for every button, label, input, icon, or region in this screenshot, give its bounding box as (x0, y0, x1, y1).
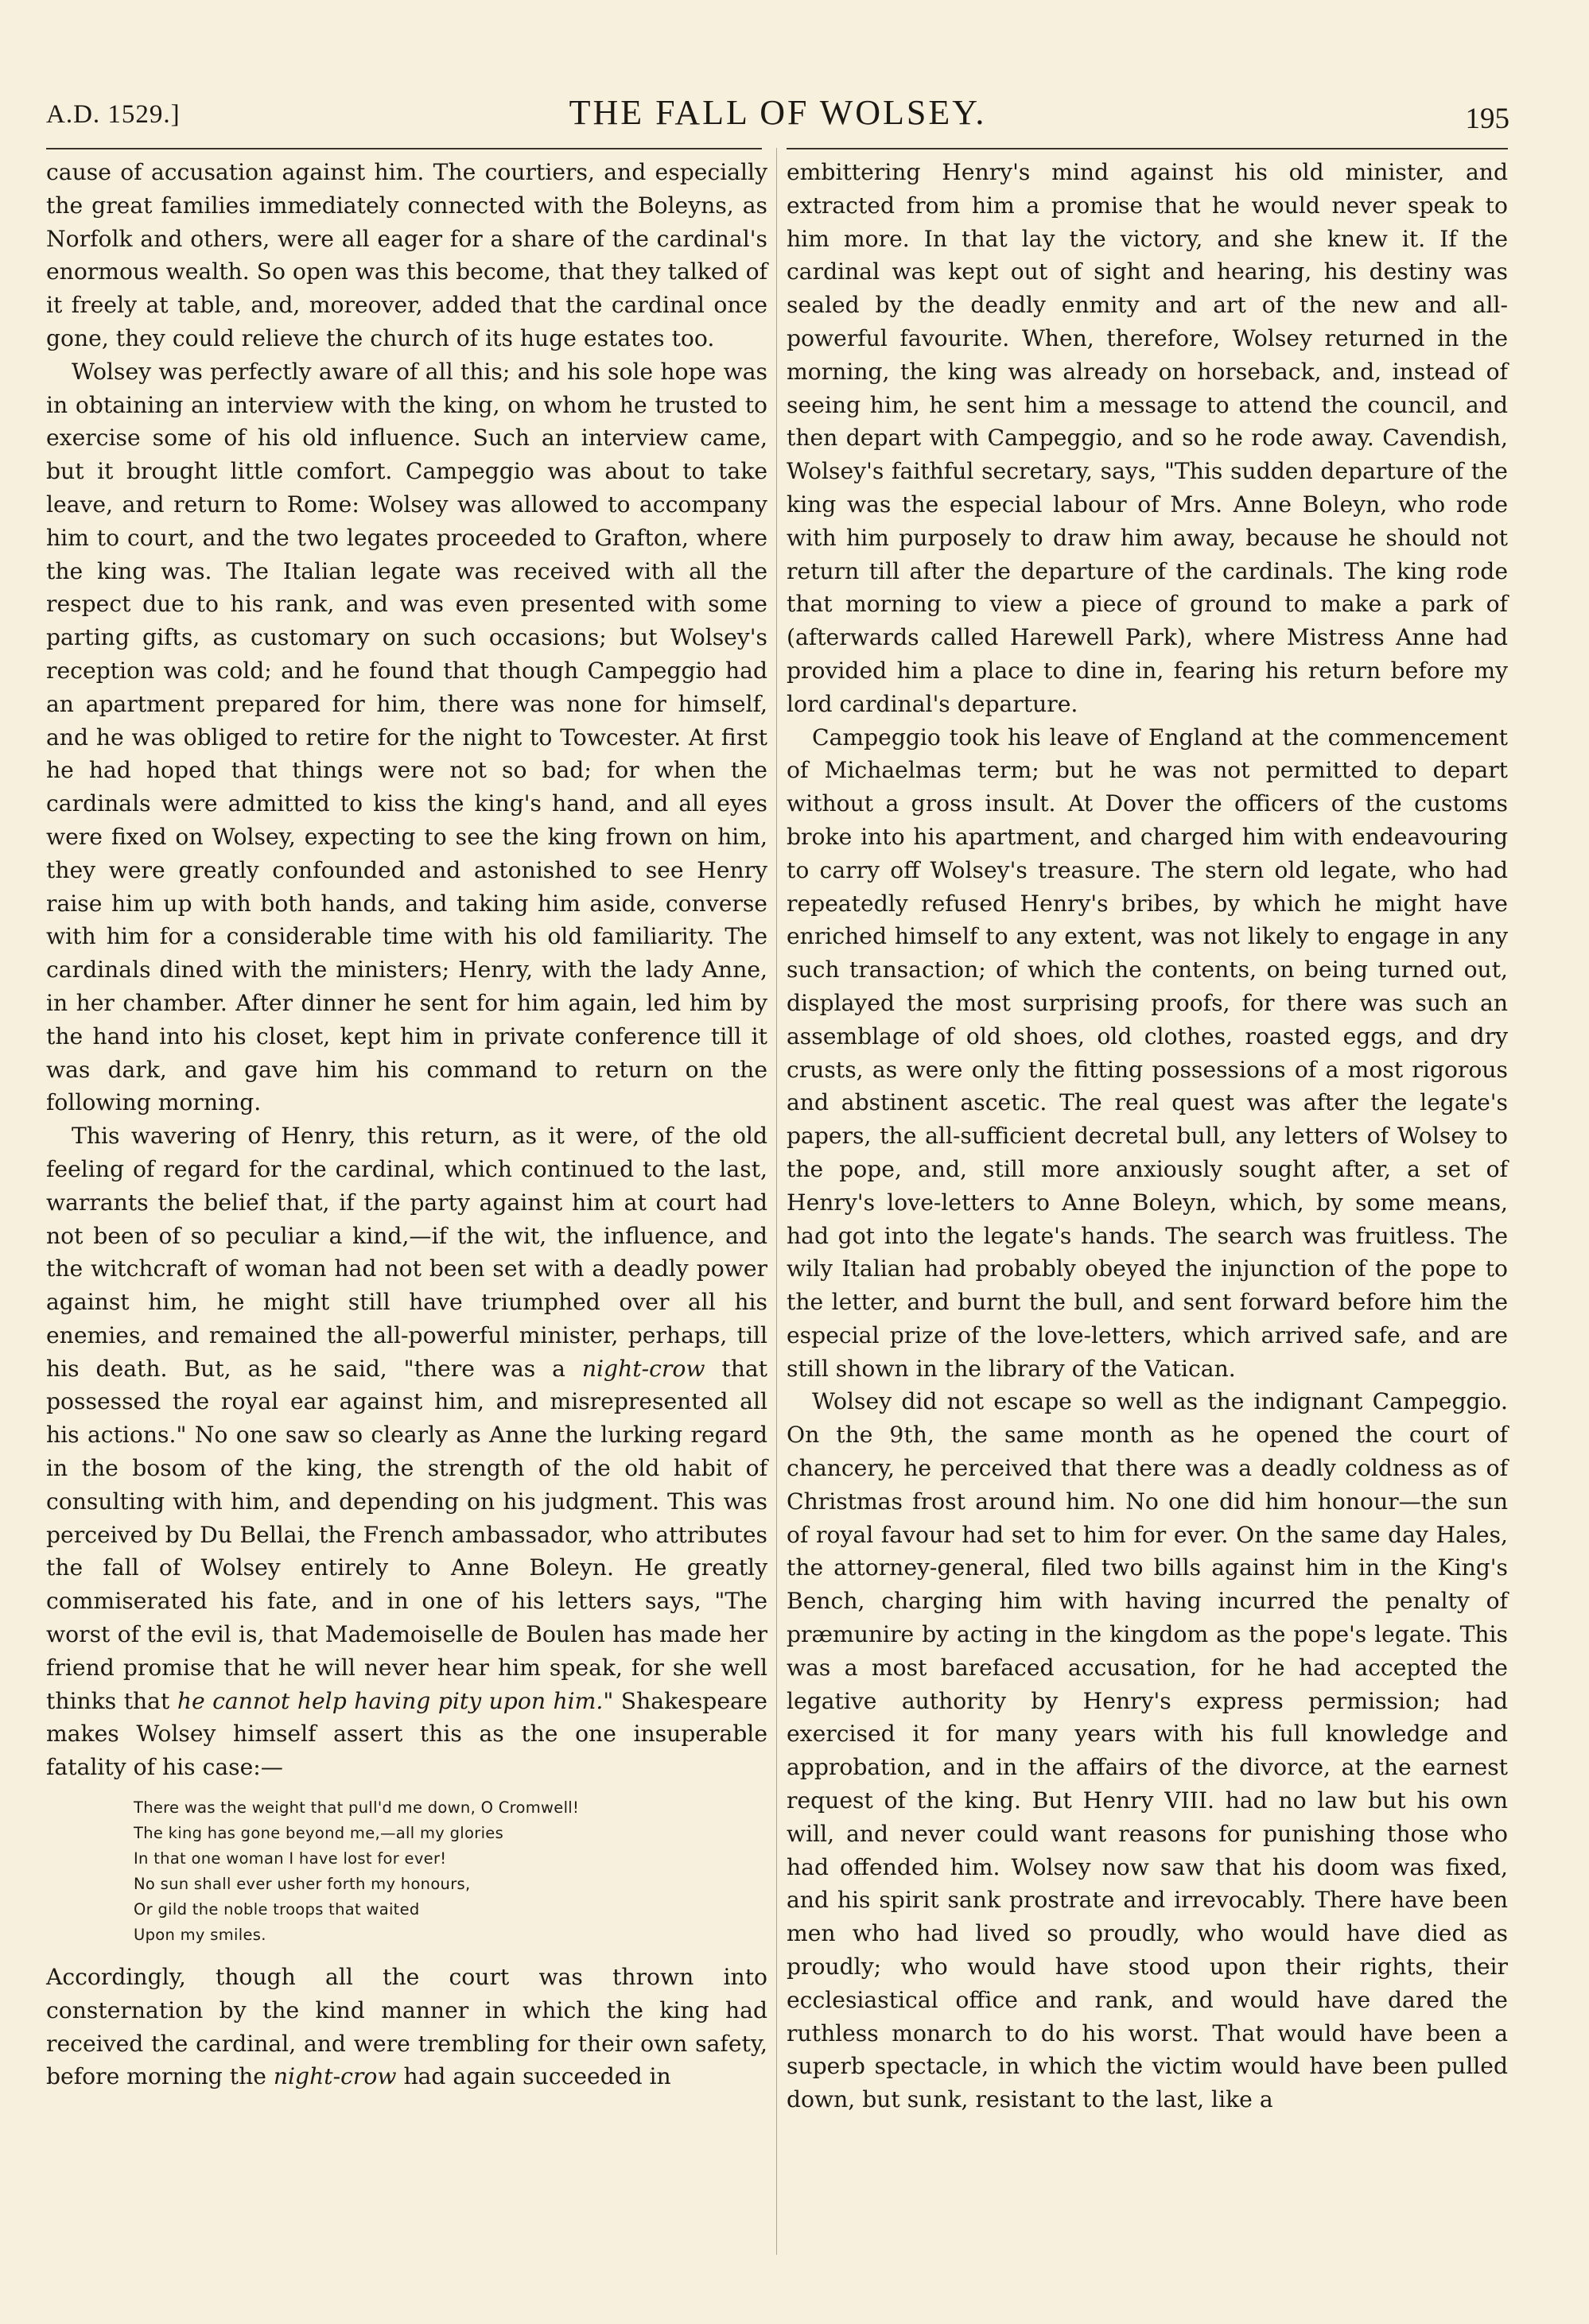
page-title: THE FALL OF WOLSEY. (569, 93, 987, 132)
text-run: that possessed the royal ear against him, and misrepresented all his actions." No one saw so clearly as Anne the lurking regard in the bosom of the king, the strength of the old habit of consulting with him, and depending on his judgment. This was perceived by Du Bellai, the French ambassador, who attributes the fall of Wolsey entirely to Anne Boleyn. He greatly commiserated his fate, and in one of his letters says, "The worst of the evil is, that Mademoiselle de Boulen has made her friend promise that he will never hear him speak, for she well thinks that (46, 1355, 767, 1714)
text-run: This wavering of Henry, this return, as it were, of the old feeling of regard for the cardinal, which continued to the last, warrants the belief that, if the party against him at court had not been of so peculiar a kind,—if the wit, the influence, and the witchcraft of woman had not been set with a deadly power against him, he might still have triumphed over all his enemies, and remained the all-powerful minister, perhaps, till his death. But, as he said, "there was a (46, 1123, 767, 1382)
page-number: 195 (1465, 103, 1509, 135)
text-run: Accordingly, though all the court was thrown into consternation by the kind manner in which the king had received the cardinal, and were trembling for their own safety, before morning the (46, 1964, 767, 2090)
paragraph: Wolsey did not escape so well as the indignant Campeggio. On the 9th, the same month as he opened the court of chancery, he perceived that there was a deadly coldness as of Christmas frost around him. No one did him honour—the sun of royal favour had set to him for ever. On the same day Hales, the attorney-general, filed two bills against him in the King's Bench, charging him with having incurred the penalty of præmunire by acting in the kingdom as the pope's legate. This was a most barefaced accusation, for he had accepted the legative authority by Henry's express permission; had exercised it for many years with his full knowledge and approbation, and in the affairs of the divorce, at the earnest request of the king. But Henry VIII. had no law but his own will, and never could want reasons for punishing those who had offended him. Wolsey now saw that his doom was fixed, and his spirit sank prostrate and irrevocably. There have been men who had lived so proudly, who would have died as proudly; who would have stood upon their rights, their ecclesiastical office and rank, and would have dared the ruthless monarch to do his worst. That would have been a superb spectacle, in which the victim would have been pulled down, but sunk, resistant to the last, like a (787, 1388, 1508, 2113)
header-date: A.D. 1529.] (46, 100, 181, 129)
left-column (46, 156, 767, 2093)
paragraph (46, 1961, 767, 2093)
text-run: had again succeeded in (403, 2063, 671, 2090)
column-divider (776, 148, 777, 2255)
paragraph: embittering Henry's mind against his old minister, and extracted from him a promise that he would never speak to him more. In that lay the victory, and she knew it. If the cardinal was kept out of sight and hearing, his destiny was sealed by the deadly enmity and art of the new and all-powerful favourite. When, therefore, Wolsey returned in the morning, the king was already on horseback, and, instead of seeing him, he sent him a message to attend the council, and then depart with Campeggio, and so he rode away. Cavendish, Wolsey's faithful secretary, says, "This sudden departure of the king was the especial labour of Mrs. Anne Boleyn, who rode with him purposely to draw him away, because he should not return till after the departure of the cardinals. The king rode that morning to view a piece of ground to make a park of (afterwards called Harewell Park), where Mistress Anne had provided him a place to dine in, fearing his return before my lord cardinal's departure. (787, 159, 1508, 717)
paragraph (46, 1119, 767, 1784)
verse-line: Upon my smiles. (134, 1926, 266, 1945)
header-rule-left (46, 148, 762, 149)
running-header (46, 86, 1509, 142)
verse-line: There was the weight that pull'd me down, O Cromwell! (134, 1798, 580, 1818)
italic-phrase: night-crow (581, 1355, 705, 1382)
verse-line: Or gild the noble troops that waited (134, 1900, 420, 1919)
verse-line: The king has gone beyond me,—all my glories (134, 1824, 504, 1843)
verse-line: In that one woman I have lost for ever! (134, 1849, 447, 1868)
italic-phrase: he cannot help having pity upon him. (177, 1687, 604, 1714)
paragraph: Wolsey was perfectly aware of all this; and his sole hope was in obtaining an interview with the king, on whom he trusted to exercise some of his old influence. Such an interview came, but it brought little comfort. Campeggio was about to take leave, and return to Rome: Wolsey was allowed to accompany him to court, and the two legates proceeded to Grafton, where the king was. The Italian legate was received with all the respect due to his rank, and was even presented with some parting gifts, as customary on such occasions; but Wolsey's reception was cold; and he found that though Campeggio had an apartment prepared for him, there was none for himself, and he was obliged to retire for the night to Towcester. At first he had hoped that things were not so bad; for when the cardinals were admitted to kiss the king's hand, and all eyes were fixed on Wolsey, expecting to see the king frown on him, they were greatly confounded and astonished to see Henry raise him up with both hands, and taking him aside, converse with him for a considerable time with his old familiarity. The cardinals dined with the ministers; Henry, with the lady Anne, in her chamber. After dinner he sent for him again, led him by the hand into his closet, kept him in private conference till it was dark, and gave him his command to return on the following morning. (46, 358, 767, 1116)
right-column (787, 156, 1508, 2116)
header-rule-right (787, 148, 1508, 149)
text-run: " Shakespeare makes Wolsey himself assert this as the one insuperable fatality of his case:— (46, 1687, 767, 1781)
italic-phrase: night-crow (273, 2063, 397, 2090)
verse-line: No sun shall ever usher forth my honours, (134, 1875, 471, 1894)
paragraph: cause of accusation against him. The courtiers, and especially the great families immediately connected with the Boleyns, as Norfolk and others, were all eager for a share of the cardinal's enormous wealth. So open was this become, that they talked of it freely at table, and, moreover, added that the cardinal once gone, they could relieve the church of its huge estates too. (46, 159, 767, 351)
paragraph: Campeggio took his leave of England at the commencement of Michaelmas term; but he was not permitted to depart without a gross insult. At Dover the officers of the customs broke into his apartment, and charged him with endeavouring to carry off Wolsey's treasure. The stern old legate, who had repeatedly refused Henry's bribes, by which he might have enriched himself to any extent, was not likely to engage in any such transaction; of which the contents, on being turned out, displayed the most surprising proofs, for there was such an assemblage of old shoes, old clothes, roasted eggs, and dry crusts, as were only the fitting possessions of a most rigorous and abstinent ascetic. The real quest was after the legate's papers, the all-sufficient decretal bull, any letters of Wolsey to the pope, and, still more anxiously sought after, a set of Henry's love-letters to Anne Boleyn, which, by some means, had got into the legate's hands. The search was fruitless. The wily Italian had probably obeyed the injunction of the pope to the letter, and burnt the bull, and sent forward before him the especial prize of the love-letters, which arrived safe, and are still shown in the library of the Vatican. (787, 724, 1508, 1382)
verse-quotation (134, 1795, 767, 1948)
